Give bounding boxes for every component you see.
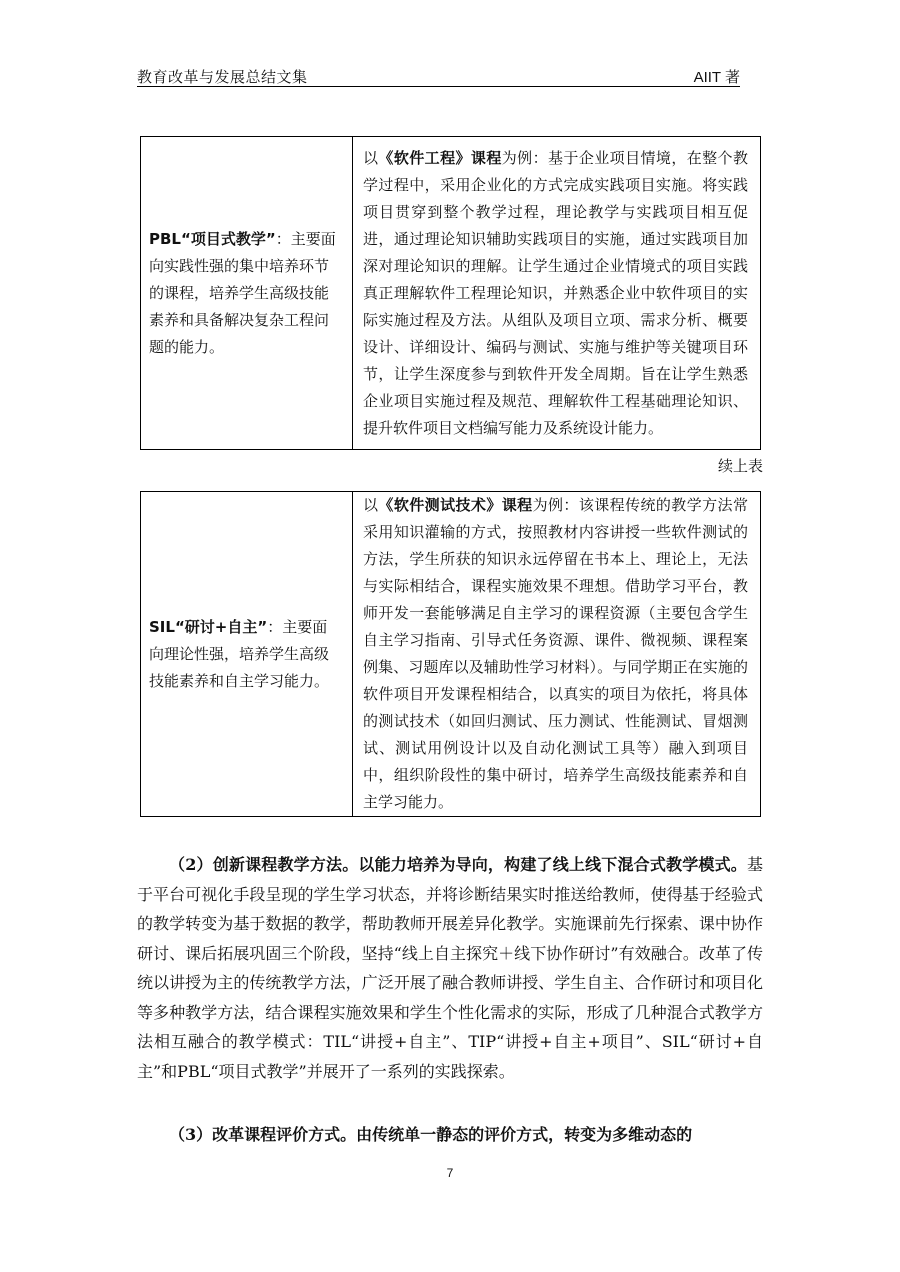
paragraph-heading: （2）创新课程教学方法。以能力培养为导向，构建了线上线下混合式教学模式。 bbox=[169, 855, 747, 874]
course-name: 《软件测试技术》课程 bbox=[378, 496, 533, 514]
teaching-method-table-sil bbox=[140, 491, 761, 817]
method-description: ：主要面向实践性强的集中培养环节的课程，培养学生高级技能素养和具备解决复杂工程问题的能力。 bbox=[149, 229, 336, 356]
header-rule bbox=[137, 86, 740, 87]
table-continued-label: 续上表 bbox=[717, 457, 763, 475]
teaching-method-table-pbl bbox=[140, 136, 761, 450]
method-name-cell bbox=[141, 492, 353, 817]
header-author: AIIT 著 bbox=[693, 69, 740, 86]
method-description: ：主要面向理论性强，培养学生高级技能素养和自主学习能力。 bbox=[149, 617, 330, 690]
example-prefix: 以 bbox=[363, 148, 379, 167]
method-example-cell bbox=[353, 137, 761, 450]
method-label: SIL“研讨+自主” bbox=[149, 617, 268, 636]
example-text: 为例：基于企业项目情境，在整个教学过程中，采用企业化的方式完成实践项目实施。将实践项目贯穿到整个教学过程，理论教学与实践项目相互促进，通过理论知识辅助实践项目的实施，通过实践项目加深对理论知识的理解。让学生通过企业情境式的项目实践真正理解软件工程理论知识，并熟悉企业中软件项目的实际实施过程及方法。从组队及项目立项、需求分析、概要设计、详细设计、编码与测试、实施与维护等关键项目环节，让学生深度参与到软件开发全周期。旨在让学生熟悉企业项目实施过程及规范、理解软件工程基础理论知识、提升软件项目文档编写能力及系统设计能力。 bbox=[363, 148, 748, 437]
method-name-cell bbox=[141, 137, 353, 450]
example-prefix: 以 bbox=[363, 496, 379, 514]
method-label: PBL“项目式教学” bbox=[149, 229, 276, 248]
example-text: 为例：该课程传统的教学方法常采用知识灌输的方式，按照教材内容讲授一些软件测试的方法，学生所获的知识永远停留在书本上、理论上，无法与实际相结合，课程实施效果不理想。借助学习平台，教师开发一套能够满足自主学习的课程资源（主要包含学生自主学习指南、引导式任务资源、课件、微视频、课程案例集、习题库以及辅助性学习材料）。与同学期正在实施的软件项目开发课程相结合，以真实的项目为依托，将具体的测试技术（如回归测试、压力测试、性能测试、冒烟测试、测试用例设计以及自动化测试工具等）融入到项目中，组织阶段性的集中研讨，培养学生高级技能素养和自主学习能力。 bbox=[363, 496, 748, 811]
course-name: 《软件工程》课程 bbox=[378, 148, 502, 167]
paragraph-text: 基于平台可视化手段呈现的学生学习状态，并将诊断结果实时推送给教师，使得基于经验式的教学转变为基于数据的教学，帮助教师开展差异化教学。实施课前先行探索、课中协作研讨、课后拓展巩固三个阶段，坚持“线上自主探究＋线下协作研讨”有效融合。改革了传统以讲授为主的传统教学方法，广泛开展了融合教师讲授、学生自主、合作研讨和项目化等多种教学方法，结合课程实施效果和学生个性化需求的实际，形成了几种混合式教学方法相互融合的教学模式：TIL“讲授+自主”、TIP“讲授+自主+项目”、SIL“研讨+自主”和PBL“项目式教学”并展开了一系列的实践探索。 bbox=[137, 855, 763, 1081]
body-paragraph-evaluation bbox=[137, 1120, 763, 1150]
body-paragraph-teaching-methods bbox=[137, 850, 763, 1086]
table-row bbox=[141, 492, 761, 817]
page-number: 7 bbox=[446, 1166, 454, 1180]
method-example-cell bbox=[353, 492, 761, 817]
table-row bbox=[141, 137, 761, 450]
header-title: 教育改革与发展总结文集 bbox=[137, 68, 308, 86]
paragraph-heading: （3）改革课程评价方式。由传统单一静态的评价方式，转变为多维动态的 bbox=[169, 1125, 693, 1144]
